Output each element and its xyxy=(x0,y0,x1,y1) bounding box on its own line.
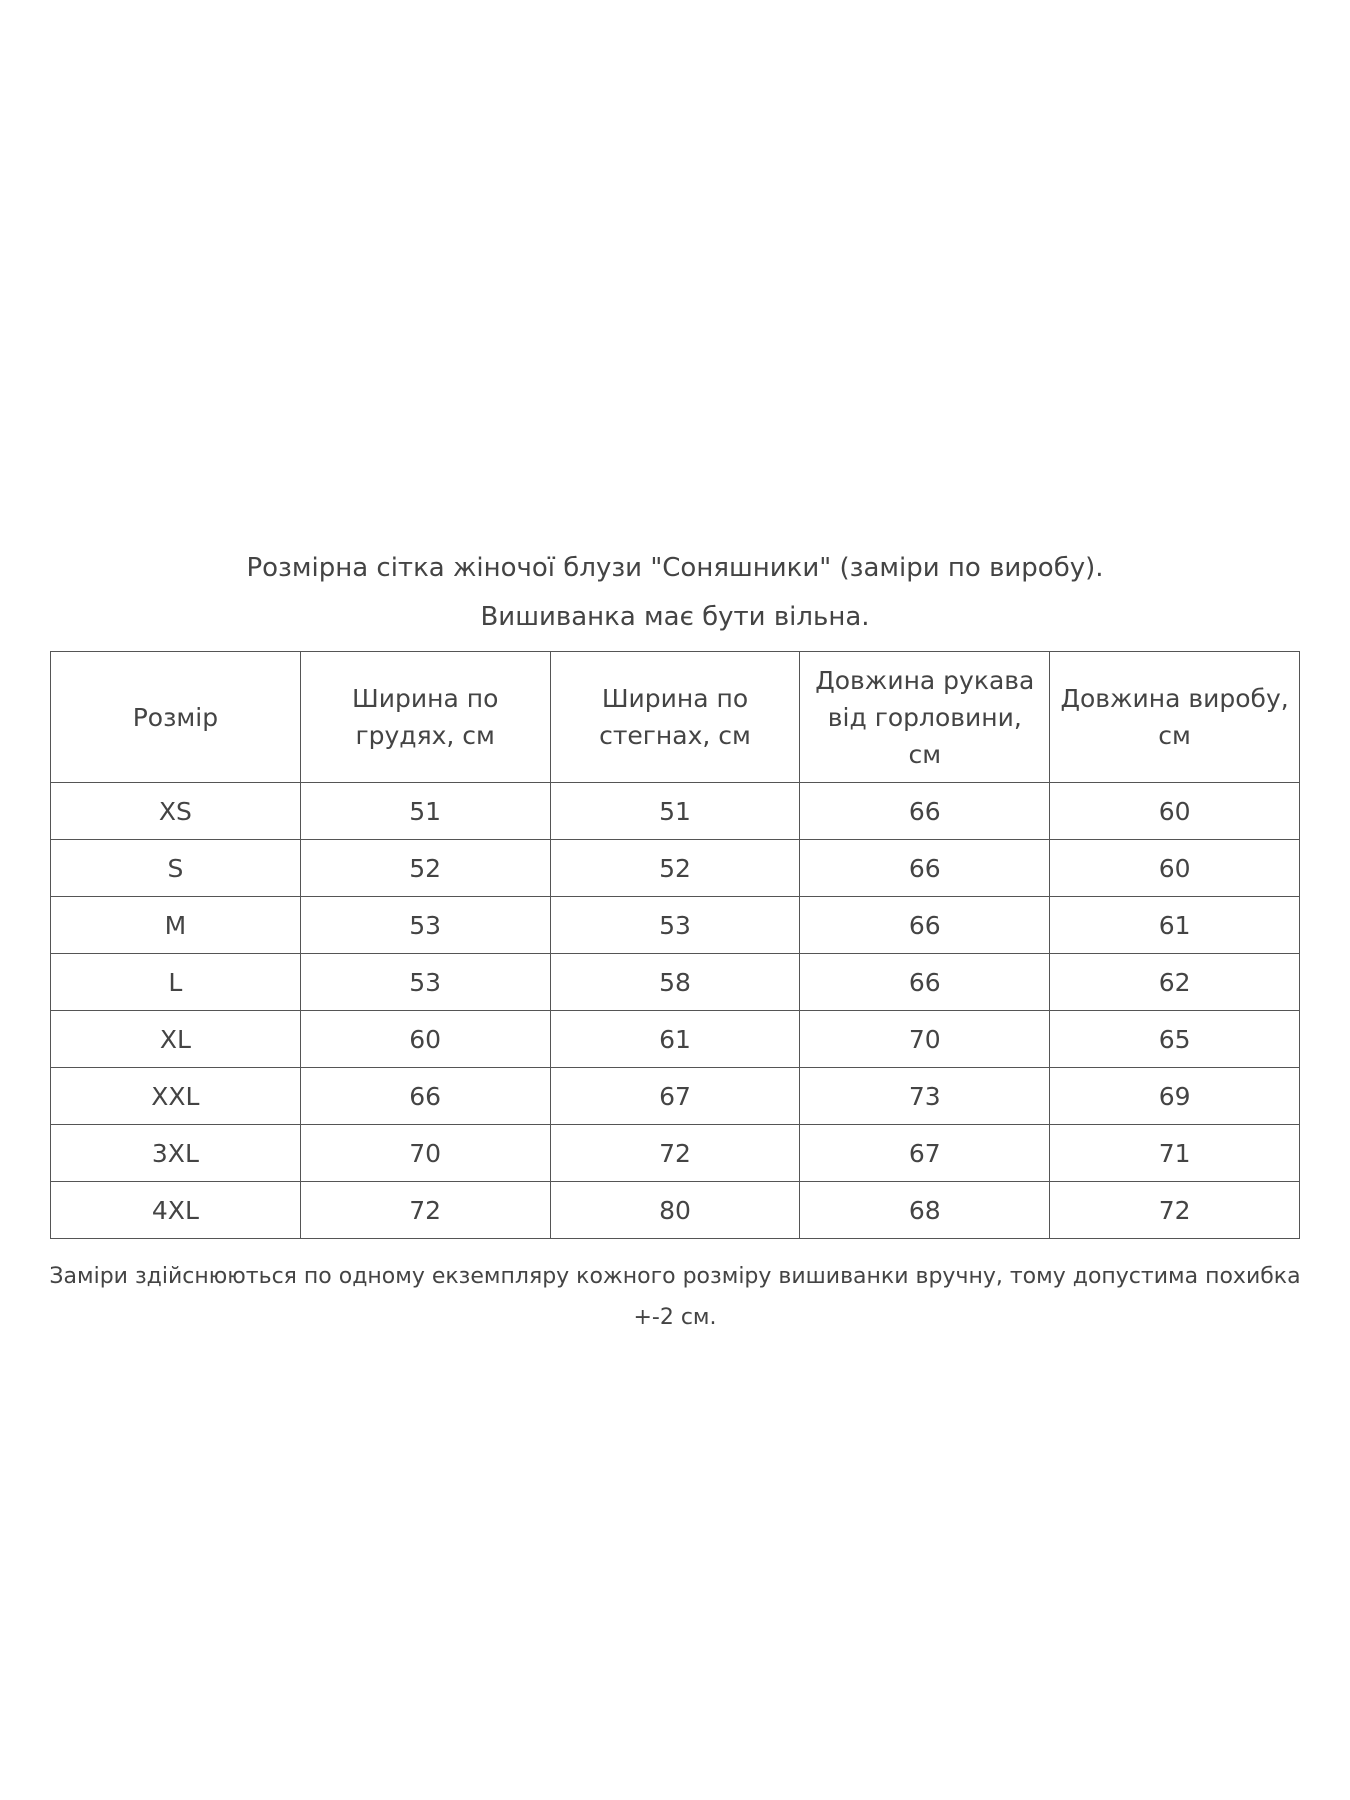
header-size: Розмір xyxy=(51,652,301,783)
table-row xyxy=(51,1011,1300,1068)
cell-chest-width: 51 xyxy=(300,783,550,840)
table-row xyxy=(51,1125,1300,1182)
cell-hip-width: 53 xyxy=(550,897,800,954)
cell-sleeve-length: 66 xyxy=(800,897,1050,954)
cell-chest-width: 53 xyxy=(300,954,550,1011)
measurement-footnote: Заміри здійснюються по одному екземпляру кожного розміру вишиванки вручну, тому допустима похибка +-2 см. xyxy=(49,1264,1301,1330)
cell-sleeve-length: 68 xyxy=(800,1182,1050,1239)
cell-garment-length: 71 xyxy=(1050,1125,1300,1182)
cell-size: XS xyxy=(51,783,301,840)
table-row xyxy=(51,1182,1300,1239)
cell-chest-width: 60 xyxy=(300,1011,550,1068)
cell-size: XXL xyxy=(51,1068,301,1125)
header-sleeve-length: Довжина рукава від горловини, см xyxy=(800,652,1050,783)
cell-hip-width: 67 xyxy=(550,1068,800,1125)
cell-garment-length: 69 xyxy=(1050,1068,1300,1125)
cell-hip-width: 80 xyxy=(550,1182,800,1239)
cell-garment-length: 60 xyxy=(1050,783,1300,840)
cell-chest-width: 53 xyxy=(300,897,550,954)
size-chart-table xyxy=(50,651,1300,1239)
cell-hip-width: 51 xyxy=(550,783,800,840)
cell-sleeve-length: 73 xyxy=(800,1068,1050,1125)
header-garment-length: Довжина виробу, см xyxy=(1050,652,1300,783)
cell-size: 4XL xyxy=(51,1182,301,1239)
table-row xyxy=(51,840,1300,897)
cell-garment-length: 61 xyxy=(1050,897,1300,954)
cell-garment-length: 65 xyxy=(1050,1011,1300,1068)
cell-sleeve-length: 66 xyxy=(800,954,1050,1011)
cell-sleeve-length: 70 xyxy=(800,1011,1050,1068)
header-hip-width: Ширина по стегнах, см xyxy=(550,652,800,783)
cell-garment-length: 62 xyxy=(1050,954,1300,1011)
cell-chest-width: 72 xyxy=(300,1182,550,1239)
cell-size: L xyxy=(51,954,301,1011)
table-title: Розмірна сітка жіночої блузи "Соняшники" (заміри по виробу). xyxy=(246,553,1104,583)
cell-hip-width: 61 xyxy=(550,1011,800,1068)
header-chest-width: Ширина по грудях, см xyxy=(300,652,550,783)
table-row xyxy=(51,897,1300,954)
cell-size: 3XL xyxy=(51,1125,301,1182)
table-row xyxy=(51,1068,1300,1125)
cell-sleeve-length: 67 xyxy=(800,1125,1050,1182)
table-header-row xyxy=(51,652,1300,783)
cell-chest-width: 52 xyxy=(300,840,550,897)
cell-size: XL xyxy=(51,1011,301,1068)
cell-hip-width: 58 xyxy=(550,954,800,1011)
cell-garment-length: 72 xyxy=(1050,1182,1300,1239)
cell-chest-width: 66 xyxy=(300,1068,550,1125)
cell-sleeve-length: 66 xyxy=(800,783,1050,840)
cell-size: M xyxy=(51,897,301,954)
cell-size: S xyxy=(51,840,301,897)
cell-sleeve-length: 66 xyxy=(800,840,1050,897)
table-subtitle: Вишиванка має бути вільна. xyxy=(480,602,870,632)
cell-hip-width: 52 xyxy=(550,840,800,897)
cell-chest-width: 70 xyxy=(300,1125,550,1182)
table-row xyxy=(51,954,1300,1011)
table-row xyxy=(51,783,1300,840)
cell-garment-length: 60 xyxy=(1050,840,1300,897)
cell-hip-width: 72 xyxy=(550,1125,800,1182)
